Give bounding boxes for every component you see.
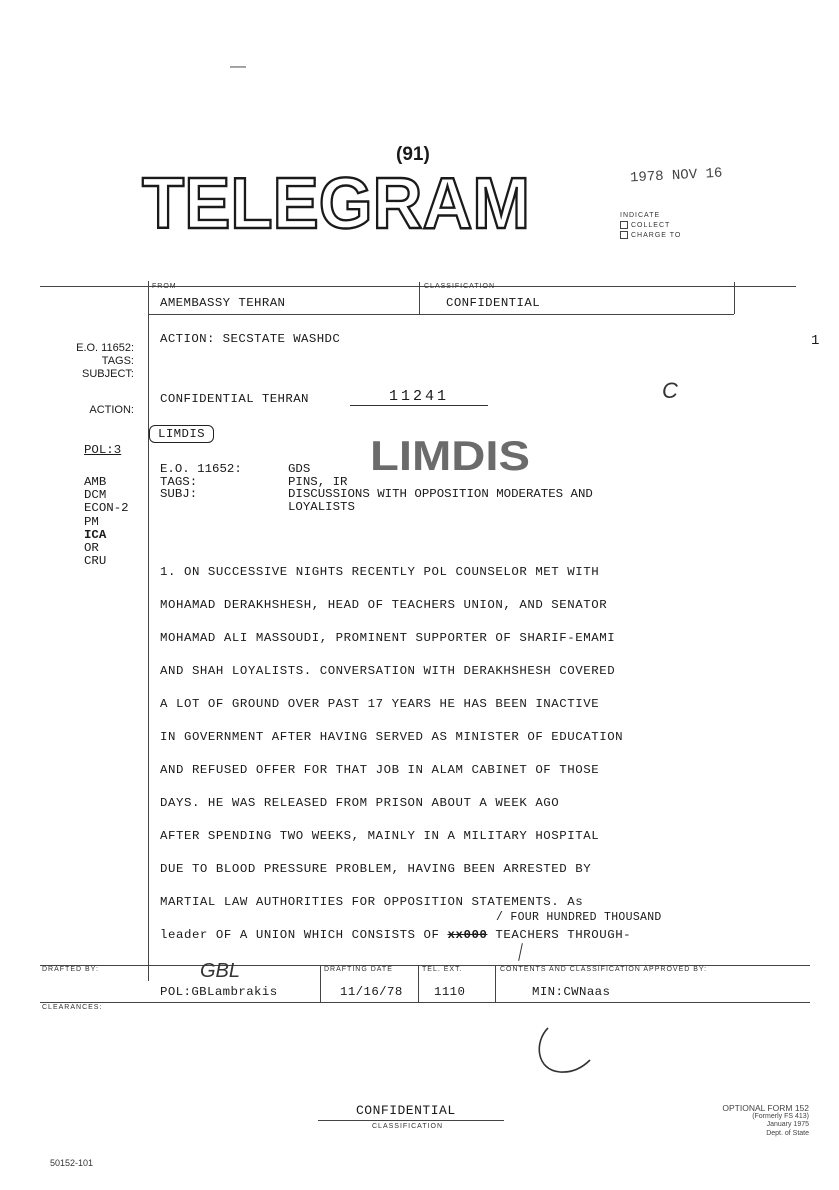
handwritten-c: C	[662, 378, 678, 403]
from-rule-bottom	[148, 314, 734, 315]
optional-form-title: OPTIONAL FORM 152	[722, 1103, 809, 1113]
left-pol-label: POL:3	[84, 443, 122, 457]
left-eo-label: E.O. 11652:	[76, 342, 134, 354]
eo-block	[160, 463, 593, 513]
distribution-list	[84, 476, 129, 568]
from-value: AMEMBASSY TEHRAN	[160, 296, 286, 310]
classification-value: CONFIDENTIAL	[446, 296, 541, 310]
footer-rule-bottom	[40, 1002, 810, 1003]
body-line: AND SHAH LOYALISTS. CONVERSATION WITH DERAKHSHESH COVERED	[160, 664, 616, 678]
telegram-masthead	[138, 168, 538, 238]
bottom-classification-caption: CLASSIFICATION	[372, 1123, 444, 1130]
collect-label: COLLECT	[631, 221, 671, 229]
approved-by-value: MIN:CWNaas	[532, 985, 611, 999]
drafting-date-value: 11/16/78	[340, 985, 403, 999]
eo-row	[160, 463, 593, 476]
body-line: MOHAMAD ALI MASSOUDI, PROMINENT SUPPORTER OF SHARIF-EMAMI	[160, 631, 616, 645]
tags-value: PINS, IR	[288, 474, 348, 489]
classification-label: CLASSIFICATION	[424, 283, 496, 290]
body-line-last	[160, 928, 631, 942]
limdis-stamp-text: LIMDIS	[370, 432, 530, 476]
collect-checkbox	[620, 221, 628, 229]
reference-prefix: CONFIDENTIAL TEHRAN	[160, 392, 309, 406]
last-line-start: leader OF A UNION WHICH CONSISTS OF	[160, 928, 448, 942]
left-tags-label: TAGS:	[101, 355, 134, 367]
indicate-label: INDICATE	[620, 212, 661, 219]
body-line: AFTER SPENDING TWO WEEKS, MAINLY IN A MILITARY HOSPITAL	[160, 829, 600, 843]
distribution-item: CRU	[84, 554, 107, 569]
drafting-date-label: DRAFTING DATE	[324, 966, 393, 973]
page-number: (91)	[396, 144, 430, 165]
body-line: DUE TO BLOOD PRESSURE PROBLEM, HAVING BEEN ARRESTED BY	[160, 862, 592, 876]
body-line: AND REFUSED OFFER FOR THAT JOB IN ALAM CABINET OF THOSE	[160, 763, 600, 777]
charge-option	[620, 231, 681, 239]
footer-divider-3	[495, 965, 496, 1002]
action-line: ACTION: SECSTATE WASHDC	[160, 332, 341, 346]
collect-option	[620, 221, 670, 229]
body-line: A LOT OF GROUND OVER PAST 17 YEARS HE HAS BEEN INACTIVE	[160, 697, 600, 711]
body-line: MOHAMAD DERAKHSHESH, HEAD OF TEACHERS UNION, AND SENATOR	[160, 598, 608, 612]
distribution-item: OR	[84, 541, 99, 556]
optional-form-line: January 1975	[766, 1121, 809, 1128]
optional-form-block	[722, 1104, 809, 1138]
distribution-item: ICA	[84, 527, 107, 542]
subj-line1: DISCUSSIONS WITH OPPOSITION MODERATES AND	[288, 487, 593, 501]
left-column-rule	[148, 281, 149, 981]
distribution-item: AMB	[84, 475, 107, 489]
classification-right-rule	[734, 282, 735, 314]
top-dash: —	[230, 58, 246, 75]
eo-value: GDS	[288, 462, 311, 476]
drafted-by-value: POL:GBLambrakis	[160, 985, 278, 999]
left-action-label: ACTION:	[89, 404, 134, 416]
body-line: MARTIAL LAW AUTHORITIES FOR OPPOSITION STATEMENTS. As	[160, 895, 584, 909]
distribution-item: PM	[84, 514, 99, 529]
body-line: 1. ON SUCCESSIVE NIGHTS RECENTLY POL COUNSELOR MET WITH	[160, 565, 600, 579]
telegram-title: TELEGRAM	[142, 168, 530, 238]
body-line: DAYS. HE WAS RELEASED FROM PRISON ABOUT A WEEK AGO	[160, 796, 560, 810]
handwritten-approval-mark	[530, 1020, 600, 1080]
from-label: FROM	[152, 283, 177, 290]
charge-label: CHARGE TO	[631, 231, 682, 239]
bottom-classification-rule	[318, 1120, 504, 1121]
distribution-item: DCM	[84, 488, 107, 503]
optional-form-line: (Formerly FS 413)	[752, 1112, 809, 1120]
form-number: 50152-101	[50, 1158, 94, 1168]
bottom-classification: CONFIDENTIAL	[356, 1103, 456, 1118]
reference-number: 11241	[350, 388, 488, 406]
footer-divider-1	[320, 965, 321, 1002]
date-stamp: 1978 NOV 16	[629, 165, 723, 187]
charge-checkbox	[620, 231, 628, 239]
subj-row	[160, 488, 593, 501]
classification-divider	[419, 282, 420, 314]
subj-label: SUBJ:	[160, 487, 198, 501]
optional-form-line: Dept. of State	[766, 1129, 809, 1137]
drafted-by-label: DRAFTED BY:	[42, 966, 99, 973]
struck-number: xx000	[447, 928, 488, 942]
footer-divider-2	[418, 965, 419, 1002]
tel-ext-value: 1110	[434, 985, 466, 999]
left-subject-label: SUBJECT:	[82, 368, 134, 380]
tel-ext-label: TEL. EXT.	[422, 966, 463, 973]
eo-label: E.O. 11652:	[160, 462, 242, 476]
tags-label: TAGS:	[160, 474, 198, 489]
clearances-label: CLEARANCES:	[42, 1004, 103, 1011]
margin-mark: 1	[811, 333, 820, 349]
drafter-initials: GBL	[200, 960, 241, 982]
body-line: IN GOVERNMENT AFTER HAVING SERVED AS MINISTER OF EDUCATION	[160, 730, 624, 744]
distribution-item: ECON-2	[84, 501, 129, 516]
limdis-box: LIMDIS	[149, 425, 214, 443]
last-line-end: TEACHERS THROUGH-	[487, 928, 632, 942]
approved-by-label: CONTENTS AND CLASSIFICATION APPROVED BY:	[500, 966, 708, 973]
subj-line2: LOYALISTS	[288, 499, 355, 514]
insertion-caret	[518, 943, 523, 961]
handwritten-insertion: / FOUR HUNDRED THOUSAND	[496, 911, 662, 924]
